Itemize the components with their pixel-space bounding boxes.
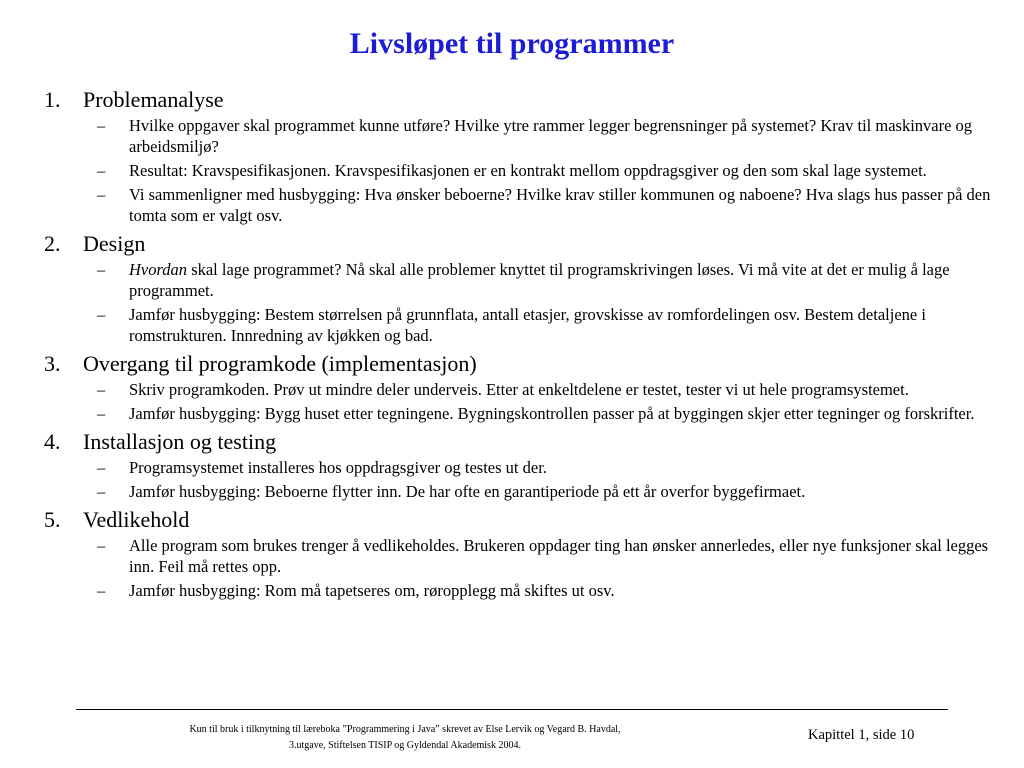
dash-bullet: – [97,482,106,501]
footer-note-line-1: Kun til bruk i tilknytning til læreboka ”Programmering i Java” skrevet av Else Lervik og Vegard B. Havdal, [189,724,621,735]
section-design [44,230,994,346]
list-item-text: Jamfør husbygging: Bygg huset etter tegningene. Bygningskontrollen passer på at byggingen skjer etter tegninger og forskrifter. [129,404,975,423]
section-heading [44,428,994,456]
bullet-list [44,379,994,424]
slide-title: Livsløpet til programmer [349,27,675,60]
section-problemanalyse [44,86,994,226]
section-number: 5. [44,507,61,532]
list-item-text [129,259,994,301]
section-title: Problemanalyse [83,87,224,112]
footer-note-line-2: 3.utgave, Stiftelsen TISIP og Gyldendal Akademisk 2004. [289,740,521,751]
list-item [44,457,994,478]
section-heading [44,86,994,114]
list-item-text: Vi sammenligner med husbygging: Hva ønsker beboerne? Hvilke krav stiller kommunen og naboene? Hva slags hus passer på den tomta som er valgt osv. [129,185,991,225]
list-item [44,403,994,424]
bullet-list [44,115,994,226]
section-implementasjon [44,350,994,424]
section-number: 2. [44,231,61,256]
slide-content [44,82,994,604]
emphasized-word: Hvordan [129,260,188,279]
list-item-text: Alle program som brukes trenger å vedlikeholdes. Brukeren oppdager ting han ønsker annerledes, eller nye funksjoner skal legges inn. Feil må rettes opp. [129,536,989,576]
dash-bullet: – [97,305,106,324]
bullet-list [44,535,994,601]
section-heading [44,506,994,534]
bullet-list [44,259,994,346]
list-item [44,481,994,502]
section-title: Overgang til programkode (implementasjon) [83,351,477,376]
section-vedlikehold [44,506,994,601]
list-item [44,379,994,400]
list-item-text: Programsystemet installeres hos oppdragsgiver og testes ut der. [129,458,547,477]
section-number: 4. [44,429,61,454]
dash-bullet: – [97,185,106,204]
list-item [44,304,994,346]
dash-bullet: – [97,380,106,399]
section-number: 1. [44,87,61,112]
dash-bullet: – [97,581,106,600]
footer-divider [76,709,948,710]
list-item [44,160,994,181]
list-item [44,580,994,601]
section-title: Vedlikehold [83,507,190,532]
dash-bullet: – [97,116,106,135]
list-item-text: Resultat: Kravspesifikasjonen. Kravspesifikasjonen er en kontrakt mellom oppdragsgiver og den som skal lage systemet. [129,161,927,180]
section-number: 3. [44,351,61,376]
list-item [44,259,994,301]
section-title: Installasjon og testing [83,429,277,454]
page-number-label: Kapittel 1, side 10 [808,727,915,743]
bullet-list [44,457,994,502]
section-installasjon [44,428,994,502]
dash-bullet: – [97,260,106,279]
list-item [44,535,994,577]
section-heading [44,350,994,378]
footer-copyright-note [150,722,660,754]
section-title: Design [83,231,146,256]
list-item-text: Hvilke oppgaver skal programmet kunne utføre? Hvilke ytre rammer legger begrensninger på systemet? Krav til maskinvare og arbeidsmiljø? [129,116,973,156]
dash-bullet: – [97,458,106,477]
list-item-text: Jamfør husbygging: Beboerne flytter inn. De har ofte en garantiperiode på ett år overfor byggefirmaet. [129,482,806,501]
list-item [44,115,994,157]
list-item-rest: skal lage programmet? Nå skal alle problemer knyttet til programskrivingen løses. Vi må vite at det er mulig å lage programmet. [129,260,950,300]
section-heading [44,230,994,258]
list-item-text: Jamfør husbygging: Bestem størrelsen på grunnflata, antall etasjer, grovskisse av romfordelingen osv. Bestem detaljene i romstrukturen. Innredning av kjøkken og bad. [129,305,926,345]
dash-bullet: – [97,536,106,555]
list-item-text: Jamfør husbygging: Rom må tapetseres om, røropplegg må skiftes ut osv. [129,581,615,600]
dash-bullet: – [97,161,106,180]
list-item [44,184,994,226]
dash-bullet: – [97,404,106,423]
list-item-text: Skriv programkoden. Prøv ut mindre deler underveis. Etter at enkeltdelene er testet, tester vi ut hele programsystemet. [129,380,909,399]
